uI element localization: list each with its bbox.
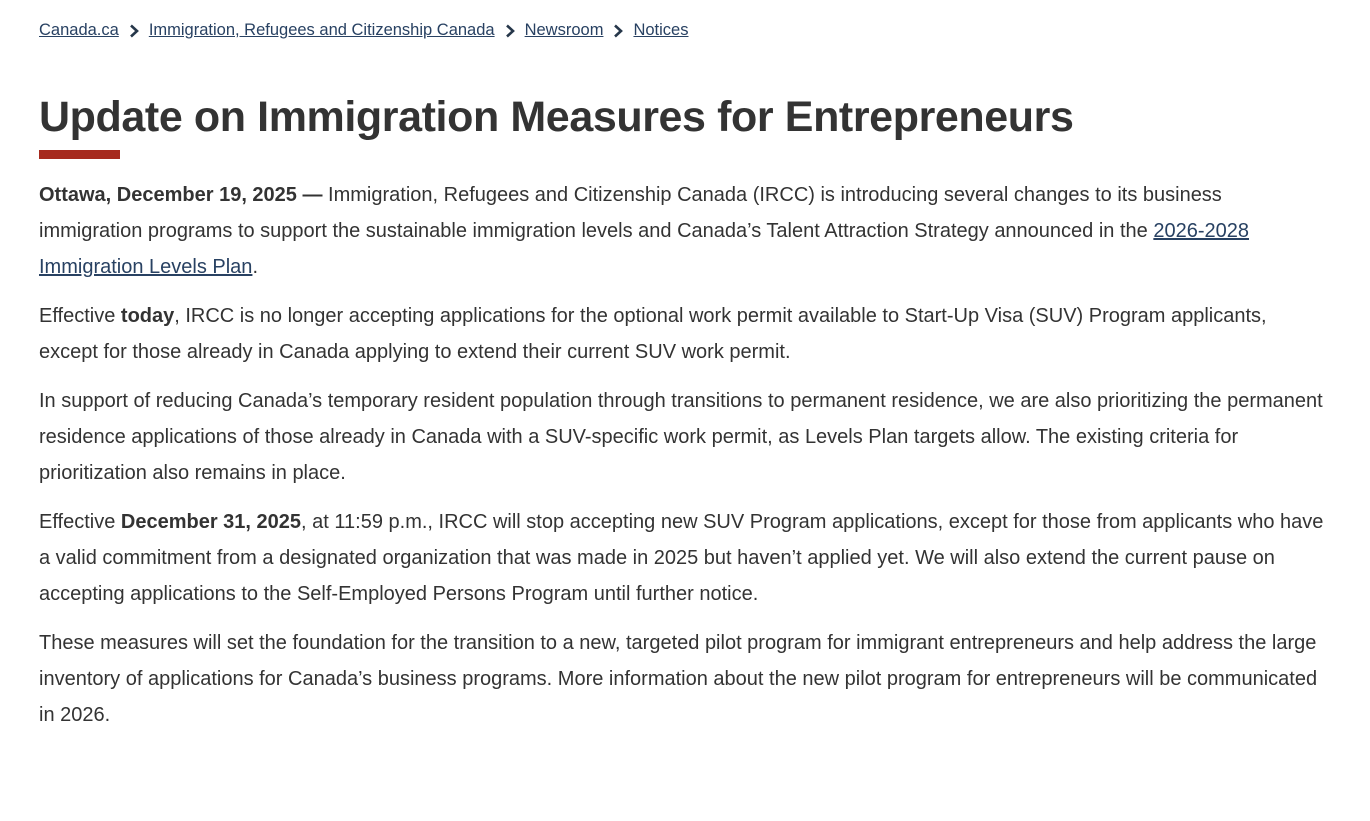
- chevron-right-icon: [129, 24, 139, 38]
- dateline-bold: Ottawa, December 19, 2025 —: [39, 184, 323, 207]
- breadcrumb-link-ircc[interactable]: Immigration, Refugees and Citizenship Canada: [148, 21, 495, 39]
- title-accent-bar: [39, 150, 120, 159]
- paragraph-text: , at 11:59 p.m., IRCC will stop accepting new SUV Program applications, except for those from applicants who have a valid commitment from a designated organization that was made in 2025 but haven’t applied yet. We will also extend the current pause on accepting applications to the Self-Employed Persons Program until further notice.: [39, 511, 1324, 606]
- paragraph-dateline: [39, 177, 1324, 285]
- main-content: [39, 94, 1324, 733]
- paragraph-prioritization: In support of reducing Canada’s temporary resident population through transitions to permanent residence, we are also prioritizing the permanent residence applications of those already in Canada with a SUV-specific work permit, as Levels Plan targets allow. The existing criteria for prioritization also remains in place.: [39, 390, 1323, 485]
- breadcrumb-link-notices[interactable]: Notices: [633, 21, 689, 39]
- article-body: [39, 177, 1324, 733]
- breadcrumb-link-newsroom[interactable]: Newsroom: [524, 21, 604, 39]
- paragraph-pilot-program: These measures will set the foundation for the transition to a new, targeted pilot program for immigrant entrepreneurs and help address the large inventory of applications for Canada’s business programs. More information about the new pilot program for entrepreneurs will be communicated in 2026.: [39, 632, 1318, 727]
- chevron-right-icon: [505, 24, 515, 38]
- breadcrumb-link-canada[interactable]: Canada.ca: [39, 21, 119, 39]
- chevron-right-icon: [613, 24, 623, 38]
- paragraph-text: Effective: [39, 305, 121, 328]
- paragraph-text: Effective: [39, 511, 121, 534]
- paragraph-text: .: [252, 256, 258, 279]
- paragraph-text: , IRCC is no longer accepting applications for the optional work permit available to Start-Up Visa (SUV) Program applicants, except for those already in Canada applying to extend their current SUV work permit.: [39, 305, 1267, 364]
- breadcrumb: [39, 21, 1324, 41]
- page-title: Update on Immigration Measures for Entrepreneurs: [39, 92, 1074, 141]
- paragraph-effective-dec31: [39, 504, 1324, 612]
- date-bold: December 31, 2025: [120, 511, 302, 534]
- levels-plan-link[interactable]: 2026-2028 Immigration Levels Plan: [39, 220, 1249, 279]
- today-bold: today: [120, 305, 175, 328]
- paragraph-text: Immigration, Refugees and Citizenship Canada (IRCC) is introducing several changes to its business immigration programs to support the sustainable immigration levels and Canada’s Talent Attraction Strategy announced in the: [39, 184, 1222, 243]
- paragraph-effective-today: [39, 298, 1324, 370]
